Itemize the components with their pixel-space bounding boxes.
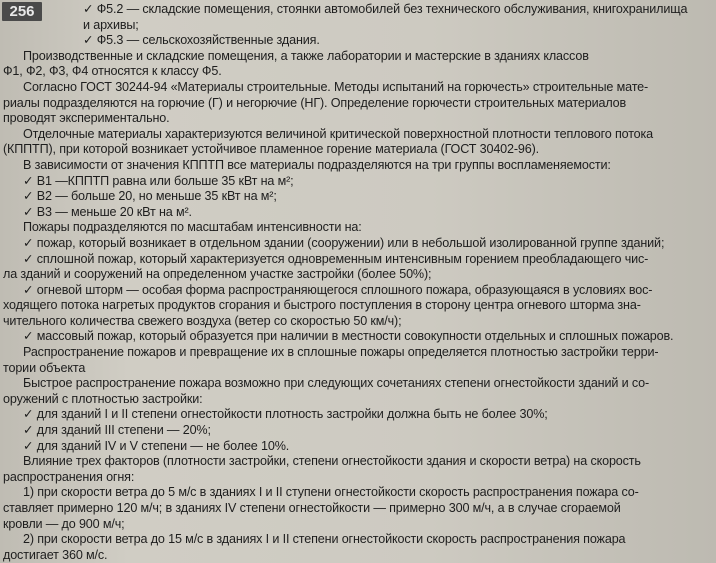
text-line: достигает 360 м/с.	[3, 547, 108, 562]
text-line: Пожары подразделяются по масштабам интенсивности на:	[23, 220, 362, 235]
text-line: проводят экспериментально.	[3, 111, 170, 126]
text-line: тории объекта	[3, 360, 86, 375]
text-line: ставляет примерно 120 м/ч; в зданиях IV степени огнестойкости — примерно 300 м/ч, а в случае сгораемой	[3, 501, 621, 515]
text-line: (КППТП), при которой возникает устойчивое пламенное горение материала (ГОСТ 30402-96).	[3, 142, 540, 157]
text-line: чительного количества свежего воздуха (ветер со скоростью 50 км/ч);	[3, 313, 402, 328]
text-line: ✓ массовый пожар, который образуется при наличии в местности совокупности отдельных и сплошных пожаров.	[23, 329, 674, 344]
text-line: ✓ для зданий IV и V степени — не более 10%.	[23, 438, 290, 453]
text-line: ✓ огневой шторм — особая форма распространяющегося сплошного пожара, образующаяся в условиях вос-	[23, 282, 653, 297]
text-line: оружений с плотностью застройки:	[3, 391, 203, 406]
text-line: ✓ В2 — больше 20, но меньше 35 кВт на м²;	[23, 189, 277, 204]
text-line: риалы подразделяются на горючие (Г) и негорючие (НГ). Определение горючести строительных материалов	[3, 95, 627, 110]
text-line: Согласно ГОСТ 30244-94 «Материалы строительные. Методы испытаний на горючесть» строительные мате-	[23, 79, 649, 94]
text-line: Отделочные материалы характеризуются величиной критической поверхностной плотности теплового потока	[23, 126, 654, 141]
text-line: и архивы;	[83, 17, 139, 32]
text-line: ✓ Ф5.3 — сельскохозяйственные здания.	[83, 33, 320, 48]
page-number: 256	[2, 2, 42, 21]
text-line: ✓ пожар, который возникает в отдельном здании (сооружении) или в небольшой изолированной группе зданий;	[23, 235, 665, 250]
text-line: Производственные и складские помещения, а также лаборатории и мастерские в зданиях классов	[23, 48, 589, 63]
text-line: Быстрое распространение пожара возможно при следующих сочетаниях степени огнестойкости зданий и со-	[23, 376, 650, 391]
page-text	[3, 2, 711, 563]
text-line: В зависимости от значения КППТП все материалы подразделяются на три группы воспламеняемости:	[23, 157, 611, 172]
text-line: 1) при скорости ветра до 5 м/с в зданиях I и II ступени огнестойкости скорость распространения пожара со-	[23, 485, 639, 500]
text-line: ✓ сплошной пожар, который характеризуется одновременным интенсивным горением преобладающего чис-	[23, 251, 649, 266]
text-line: Влияние трех факторов (плотности застройки, степени огнестойкости здания и скорости ветра) на скорость	[23, 454, 641, 469]
text-line: ✓ для зданий I и II степени огнестойкости плотность застройки должна быть не более 30%;	[23, 407, 548, 422]
text-line: ✓ В3 — меньше 20 кВт на м².	[23, 204, 192, 219]
text-line: ✓ для зданий III степени — 20%;	[23, 423, 211, 438]
text-line: ла зданий и сооружений на определенном участке застройки (более 50%);	[3, 267, 432, 282]
text-line: ✓ В1 —КППТП равна или больше 35 кВт на м²;	[23, 173, 294, 188]
text-line: Распространение пожаров и превращение их в сплошные пожары определяется плотностью застройки терри-	[23, 345, 659, 360]
text-line: распространения огня:	[3, 469, 135, 484]
text-line: кровли — до 900 м/ч;	[3, 516, 125, 531]
text-line: ✓ Ф5.2 — складские помещения, стоянки автомобилей без технического обслуживания, книгохранилища	[83, 2, 688, 16]
text-line: Ф1, Ф2, Ф3, Ф4 относятся к классу Ф5.	[3, 64, 222, 79]
text-line: 2) при скорости ветра до 15 м/с в зданиях I и II степени огнестойкости скорость распространения пожара	[23, 532, 626, 547]
text-line: ходящего потока нагретых продуктов сгорания и быстрого поступления в сторону центра огневого шторма зна-	[3, 298, 641, 313]
